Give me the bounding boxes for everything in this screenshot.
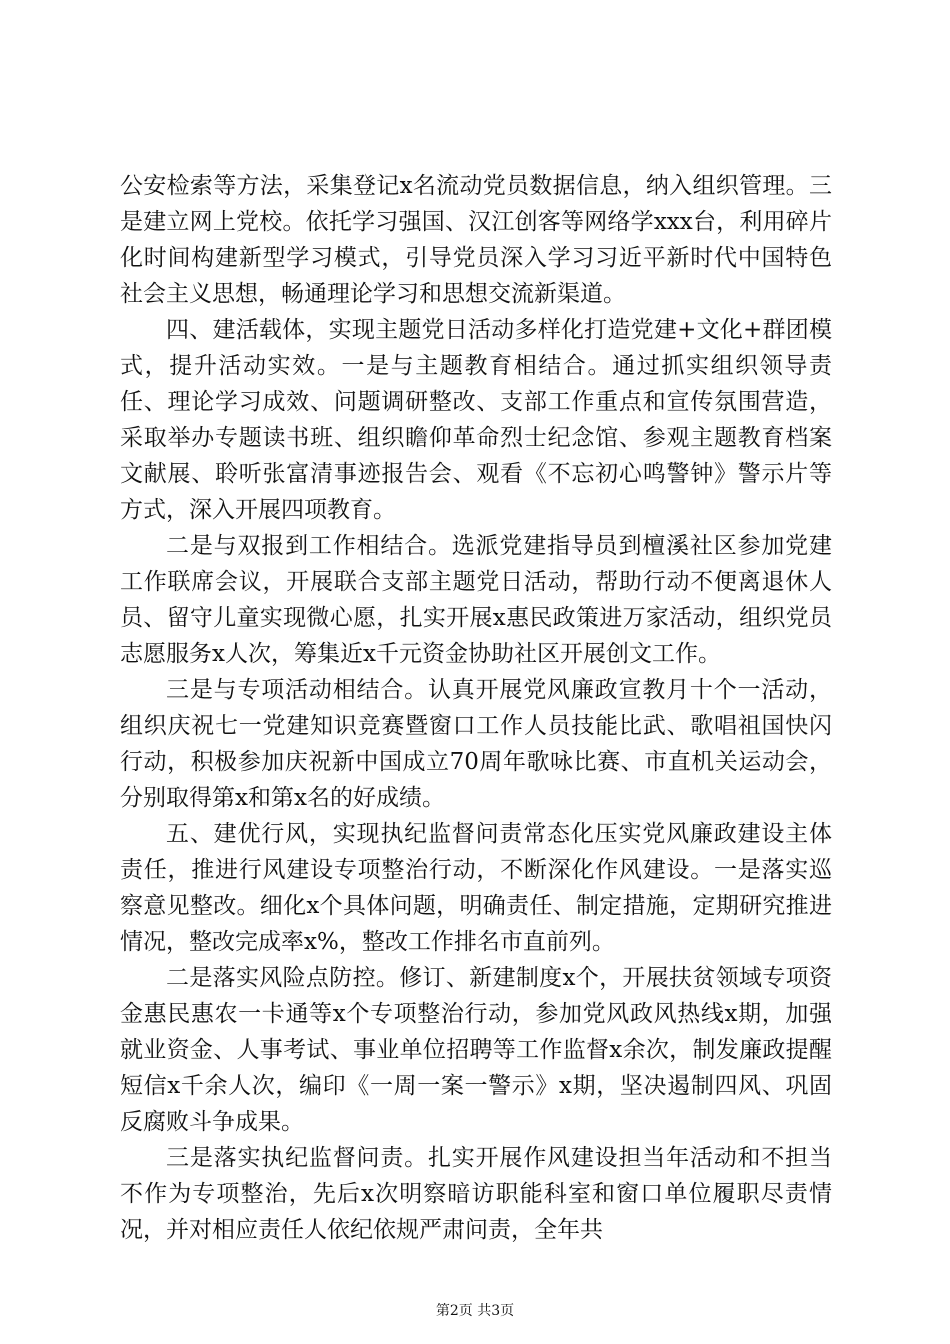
paragraph-5: 五、建优行风，实现执纪监督问责常态化压实党风廉政建设主体责任，推进行风建设专项整治行动，不断深化作风建设。一是落实巡察意见整改。细化x个具体问题，明确责任、制定措施，定期研究推进情况，整改完成率x%，整改工作排名市直前列。 bbox=[120, 821, 832, 955]
paragraph-4: 三是与专项活动相结合。认真开展党风廉政宣教月十个一活动，组织庆祝七一党建知识竞赛暨窗口工作人员技能比武、歌唱祖国快闪行动，积极参加庆祝新中国成立70周年歌咏比赛、市直机关运动会，分别取得第x和第x名的好成绩。 bbox=[120, 677, 832, 811]
paragraph-6: 二是落实风险点防控。修订、新建制度x个，开展扶贫领域专项资金惠民惠农一卡通等x个专项整治行动，参加党风政风热线x期，加强就业资金、人事考试、事业单位招聘等工作监督x余次，制发廉政提醒短信x千余人次，编印《一周一案一警示》x期，坚决遏制四风、巩固反腐败斗争成果。 bbox=[120, 965, 832, 1135]
document-body bbox=[120, 168, 832, 1248]
paragraph-1: 公安检索等方法，采集登记x名流动党员数据信息，纳入组织管理。三是建立网上党校。依托学习强国、汉江创客等网络学xxx台，利用碎片化时间构建新型学习模式，引导党员深入学习习近平新时代中国特色社会主义思想，畅通理论学习和思想交流新渠道。 bbox=[120, 173, 832, 307]
paragraph-7: 三是落实执纪监督问责。扎实开展作风建设担当年活动和不担当不作为专项整治，先后x次明察暗访职能科室和窗口单位履职尽责情况，并对相应责任人依纪依规严肃问责，全年共 bbox=[120, 1145, 832, 1243]
paragraph-3: 二是与双报到工作相结合。选派党建指导员到檀溪社区参加党建工作联席会议，开展联合支部主题党日活动，帮助行动不便离退休人员、留守儿童实现微心愿，扎实开展x惠民政策进万家活动，组织党员志愿服务x人次，筹集近x千元资金协助社区开展创文工作。 bbox=[120, 533, 832, 667]
page-number-footer: 第2页 共3页 bbox=[435, 1303, 515, 1319]
paragraph-2: 四、建活载体，实现主题党日活动多样化打造党建+文化+群团模式，提升活动实效。一是与主题教育相结合。通过抓实组织领导责任、理论学习成效、问题调研整改、支部工作重点和宣传氛围营造，采取举办专题读书班、组织瞻仰革命烈士纪念馆、参观主题教育档案文献展、聆听张富清事迹报告会、观看《不忘初心鸣警钟》警示片等方式，深入开展四项教育。 bbox=[120, 317, 832, 523]
